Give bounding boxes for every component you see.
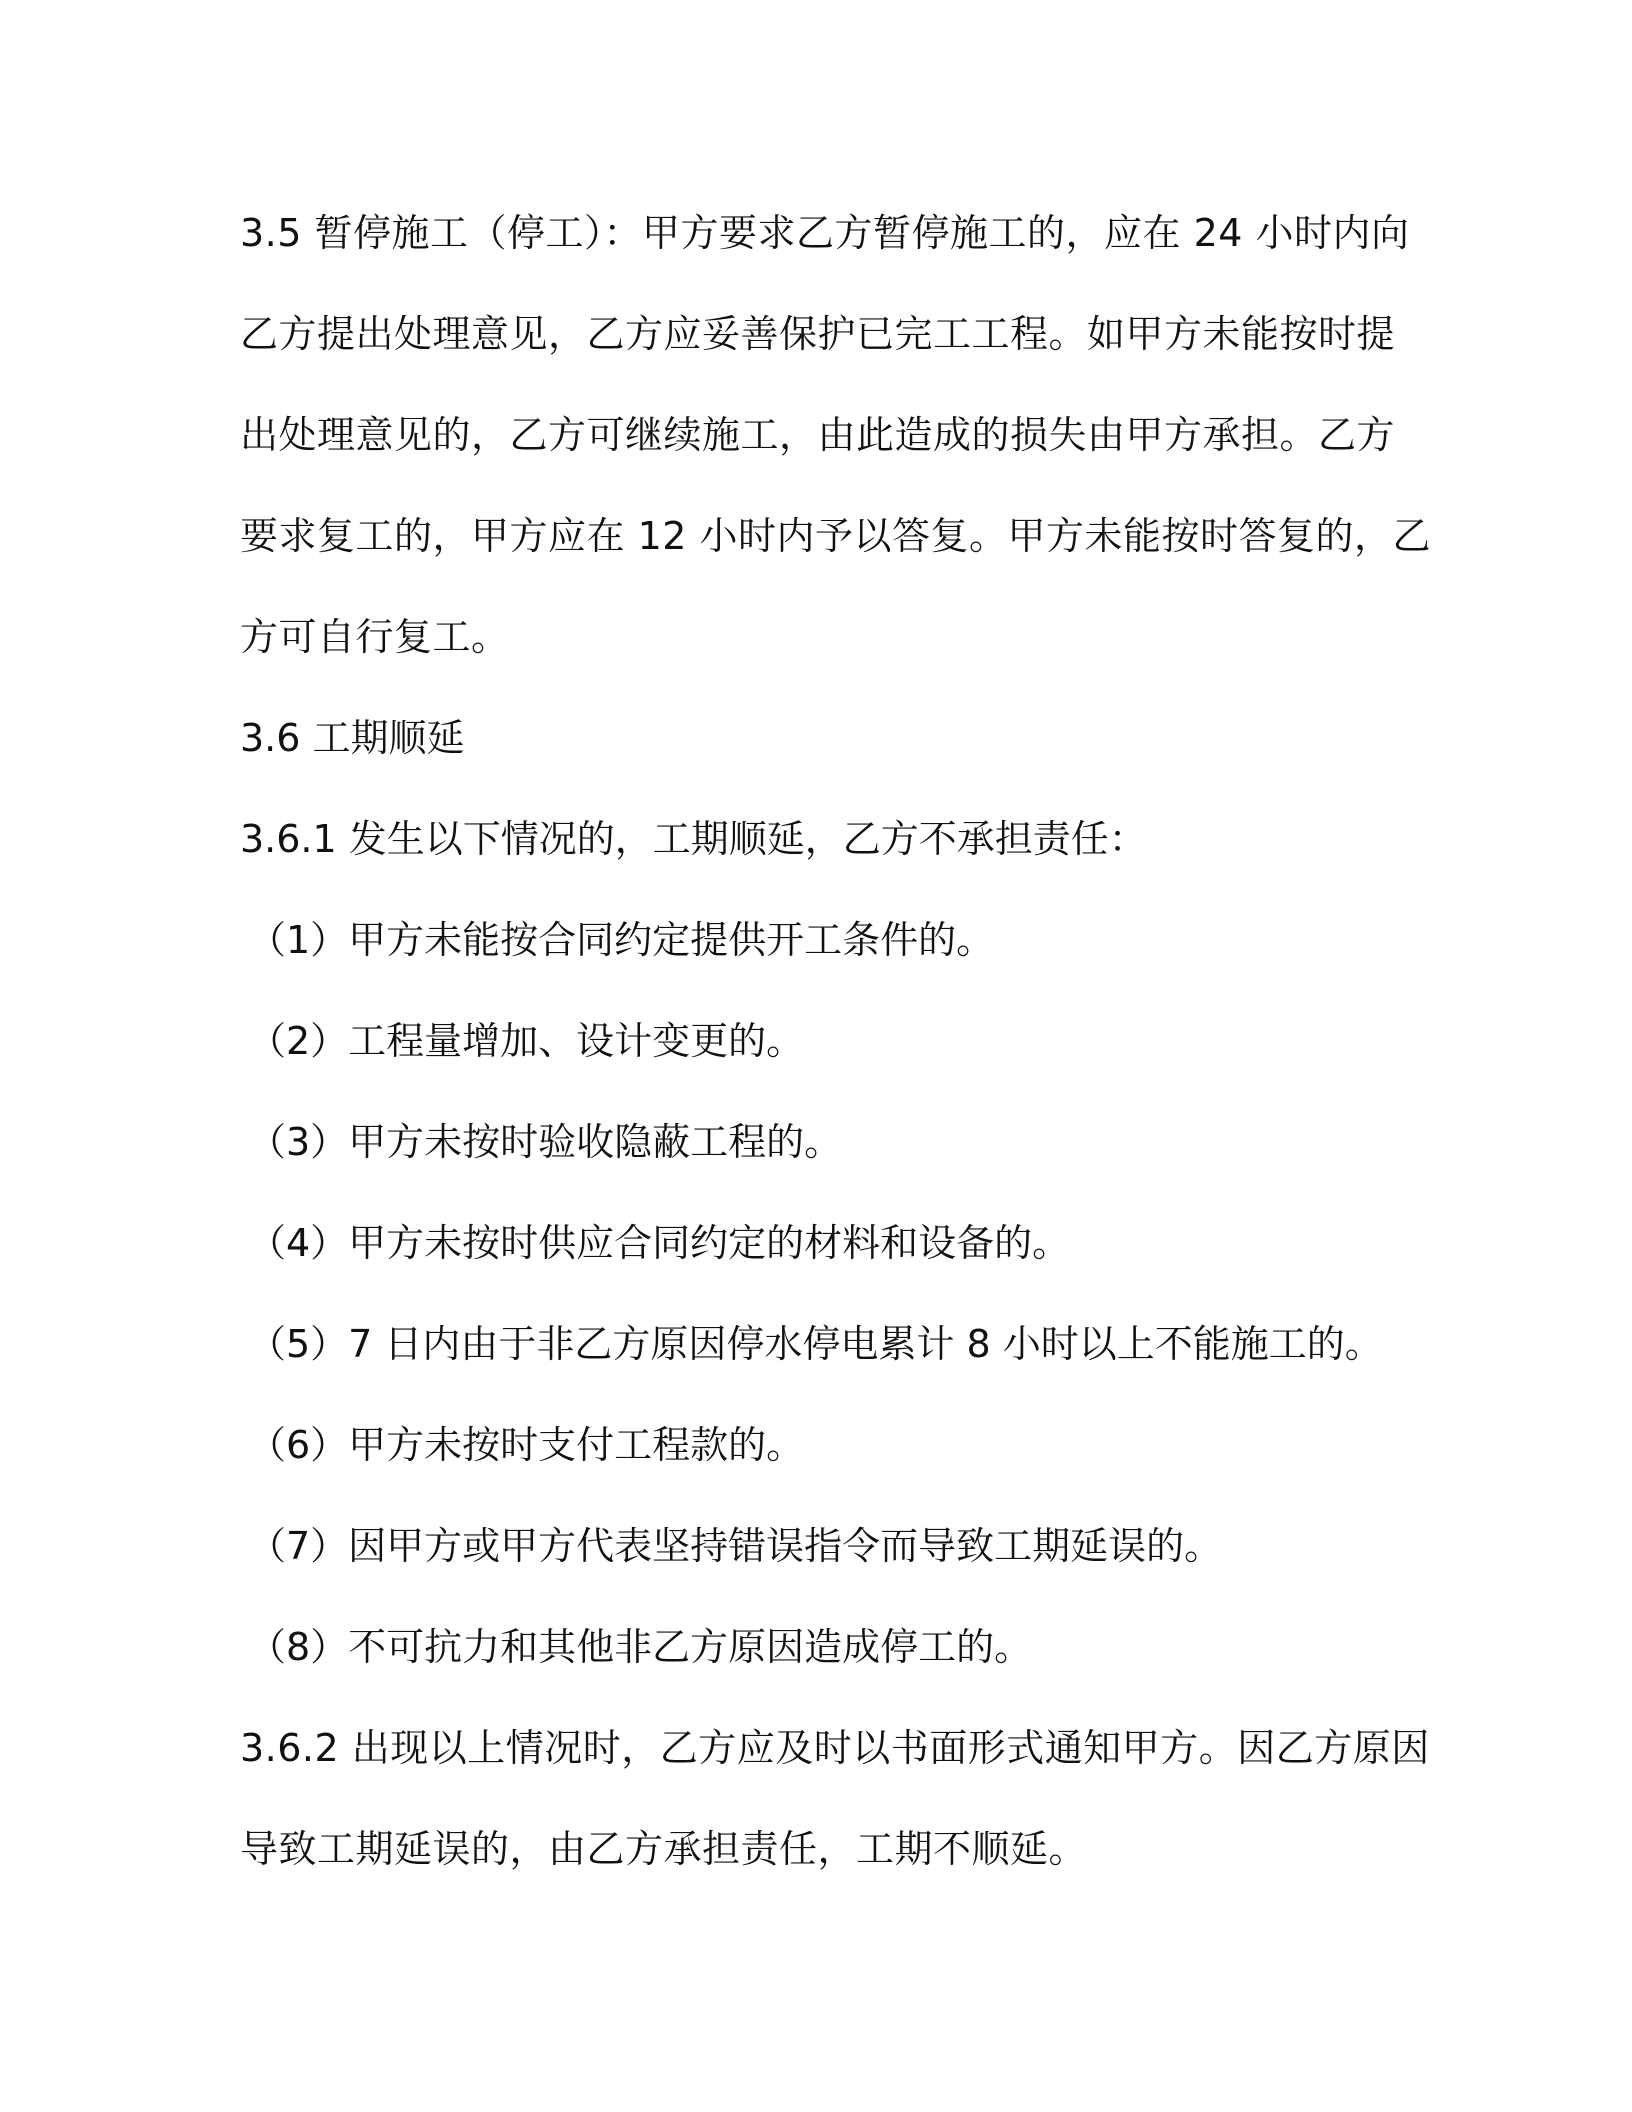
list-item: （2）工程量增加、设计变更的。 [248,1019,805,1063]
section-3-5-paragraph [240,183,1432,688]
paragraph-line: 方可自行复工。 [240,615,510,659]
section-3-6-heading: 3.6 工期顺延 [240,716,465,760]
list-item: （7）因甲方或甲方代表坚持错误指令而导致工期延误的。 [248,1524,1223,1568]
list-item: （5）7 日内由于非乙方原因停水停电累计 8 小时以上不能施工的。 [248,1322,1383,1366]
paragraph-line: 3.6.2 出现以上情况时，乙方应及时以书面形式通知甲方。因乙方原因 [240,1726,1430,1770]
paragraph-line: 要求复工的，甲方应在 12 小时内予以答复。甲方未能按时答复的，乙 [240,514,1432,558]
list-item: （8）不可抗力和其他非乙方原因造成停工的。 [248,1625,1033,1669]
section-3-6-1-intro: 3.6.1 发生以下情况的，工期顺延，乙方不承担责任： [240,817,1147,861]
paragraph-line: 出处理意见的，乙方可继续施工，由此造成的损失由甲方承担。乙方 [240,413,1396,457]
list-item: （3）甲方未按时验收隐蔽工程的。 [248,1120,843,1164]
list-item: （6）甲方未按时支付工程款的。 [248,1423,805,1467]
list-item: （4）甲方未按时供应合同约定的材料和设备的。 [248,1221,1071,1265]
condition-list [240,890,1400,1698]
paragraph-line: 乙方提出处理意见，乙方应妥善保护已完工工程。如甲方未能按时提 [240,312,1396,356]
paragraph-line: 导致工期延误的，由乙方承担责任，工期不顺延。 [240,1827,1088,1871]
section-3-6-2-paragraph [240,1698,1430,1900]
list-item: （1）甲方未能按合同约定提供开工条件的。 [248,918,995,962]
paragraph-line: 3.5 暂停施工（停工）：甲方要求乙方暂停施工的，应在 24 小时内向 [240,211,1410,255]
document-body [240,183,1432,1900]
